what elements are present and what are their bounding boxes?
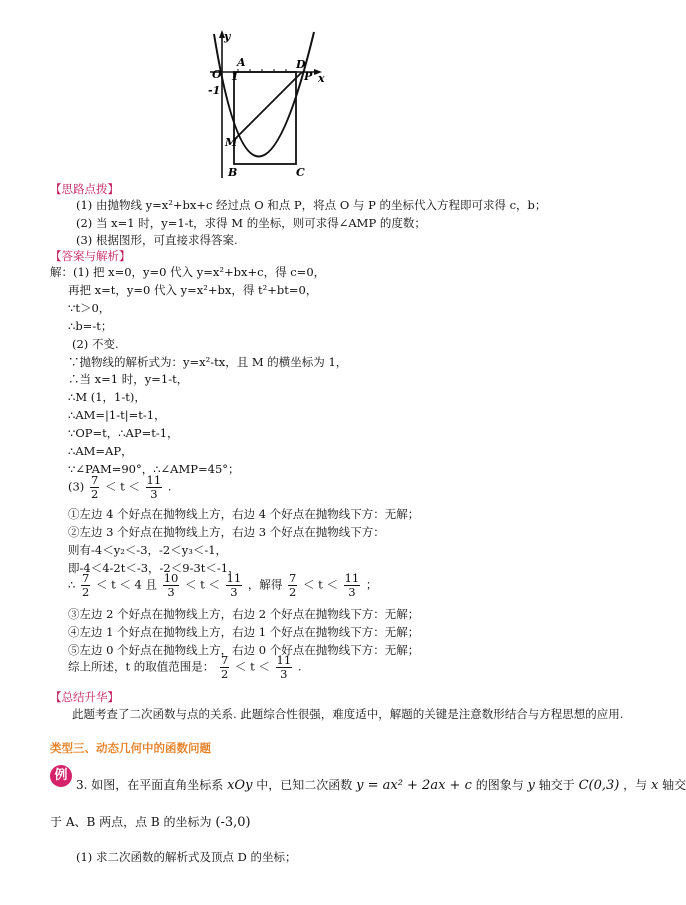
- answer-line-9: ∴AM=|1-t|=t-1，: [68, 408, 166, 422]
- case-5: ⑤左边 0 个好点在抛物线上方，右边 0 个好点在抛物线下方：无解；: [68, 643, 420, 657]
- answer-line-2: 再把 x=t，y=0 代入 y=x²+bx，得 t²+bt=0，: [68, 283, 318, 297]
- answer-line-12: ∵∠PAM=90°，∴∠AMP=45°；: [68, 462, 240, 476]
- case-2-b: 即-4＜4-2t＜-3，-2＜9-3t＜-1，: [68, 561, 240, 575]
- case-4: ④左边 1 个好点在抛物线上方，右边 1 个好点在抛物线下方：无解；: [68, 625, 420, 639]
- part3-period: .: [167, 479, 172, 494]
- part3-prefix: (3): [68, 479, 85, 494]
- answer-line-1: 解：(1) 把 x=0，y=0 代入 y=x²+bx+c，得 c=0，: [50, 265, 326, 279]
- label-d: D: [296, 58, 306, 71]
- fraction-10-3: $\frac{10}{3}$: [163, 571, 179, 599]
- label-p: P: [304, 70, 313, 83]
- answer-line-8: ∴M (1，1-t)，: [68, 390, 146, 404]
- label-b: B: [228, 166, 238, 179]
- answer-line-3: ∵t＞0，: [68, 301, 111, 315]
- fraction-7-2: $\frac{7}{2}$: [220, 653, 229, 681]
- hint-line-2: (2) 当 x=1 时，y=1-t，求得 M 的坐标，则可求得∠AMP 的度数；: [76, 216, 426, 230]
- conclusion-line: 综上所述，t 的取值范围是： $\frac{7}{2}$ ＜ t ＜ $\frac{11}{3}$ .: [68, 653, 302, 681]
- fraction-11-3: $\frac{11}{3}$: [146, 473, 162, 501]
- answer-line-7: ∴当 x=1 时，y=1-t，: [68, 372, 189, 386]
- example-question-line-1: 3. 如图，在平面直角坐标系 xOy 中，已知二次函数 y = ax² + 2ax + c 的图象与 y 轴交于 C(0,3) ，与 x 轴交: [76, 778, 686, 793]
- fraction-11-3: $\frac{11}{3}$: [276, 653, 292, 681]
- label-one: 1: [231, 70, 239, 83]
- case-2-c: ∴ $\frac{7}{2}$ ＜ t ＜ 4 且 $\frac{10}{3}$ ＜ t ＜ $\frac{11}{3}$ ，解得 $\frac{7}{2}$ ＜ t ＜ $\frac{11}{3}$ ；: [68, 571, 378, 599]
- answer-line-11: ∴AM=AP，: [68, 444, 133, 458]
- part3-lt: ＜ t ＜: [104, 479, 140, 494]
- hint-title: 【思路点拨】: [50, 182, 119, 196]
- hint-line-3: (3) 根据图形，可直接求得答案.: [76, 233, 238, 247]
- fraction-7-2: $\frac{7}{2}$: [81, 571, 90, 599]
- case-3: ③左边 2 个好点在抛物线上方，右边 2 个好点在抛物线下方：无解；: [68, 607, 420, 621]
- answer-line-6: ∵抛物线的解析式为：y=x²-tx，且 M 的横坐标为 1，: [68, 355, 348, 369]
- label-c: C: [296, 166, 305, 179]
- answer-line-5: (2) 不变.: [72, 337, 119, 351]
- section-heading: 类型三、动态几何中的函数问题: [50, 741, 211, 755]
- fraction-7-2: $\frac{7}{2}$: [289, 571, 297, 599]
- label-x: x: [318, 72, 325, 85]
- part3-line: [68, 474, 171, 501]
- summary-text: 此题考查了二次函数与点的关系. 此题综合性很强，难度适中，解题的关键是注意数形结合与方程思想的应用.: [72, 707, 624, 721]
- hint-line-1: (1) 由抛物线 y=x²+bx+c 经过点 O 和点 P，将点 O 与 P 的坐标代入方程即可求得 c，b；: [76, 198, 547, 212]
- answer-title: 【答案与解析】: [50, 249, 131, 263]
- example-badge: 例: [50, 765, 72, 787]
- label-o: O: [212, 68, 222, 81]
- answer-line-10: ∵OP=t，∴AP=t-1，: [68, 426, 179, 440]
- label-a: A: [237, 56, 246, 69]
- case-2: ②左边 3 个好点在抛物线上方，右边 3 个好点在抛物线下方：: [68, 525, 385, 539]
- example-question-line-2: 于 A、B 两点，点 B 的坐标为 (-3,0): [50, 815, 251, 830]
- fraction-11-3: $\frac{11}{3}$: [226, 571, 242, 599]
- label-y: y: [224, 30, 231, 43]
- parabola-figure: [200, 28, 340, 180]
- label-m: M: [225, 136, 238, 149]
- label-neg1: -1: [208, 84, 221, 97]
- fraction-11-3: $\frac{11}{3}$: [344, 571, 360, 599]
- answer-line-4: ∴b=-t；: [68, 319, 113, 333]
- fraction-7-2: $\frac{7}{2}$: [90, 473, 99, 501]
- example-subquestion-1: (1) 求二次函数的解析式及顶点 D 的坐标；: [76, 850, 297, 864]
- case-1: ①左边 4 个好点在抛物线上方，右边 4 个好点在抛物线下方：无解；: [68, 507, 420, 521]
- summary-title: 【总结升华】: [50, 690, 119, 704]
- case-2-a: 则有-4＜y₂＜-3，-2＜y₃＜-1，: [68, 543, 228, 557]
